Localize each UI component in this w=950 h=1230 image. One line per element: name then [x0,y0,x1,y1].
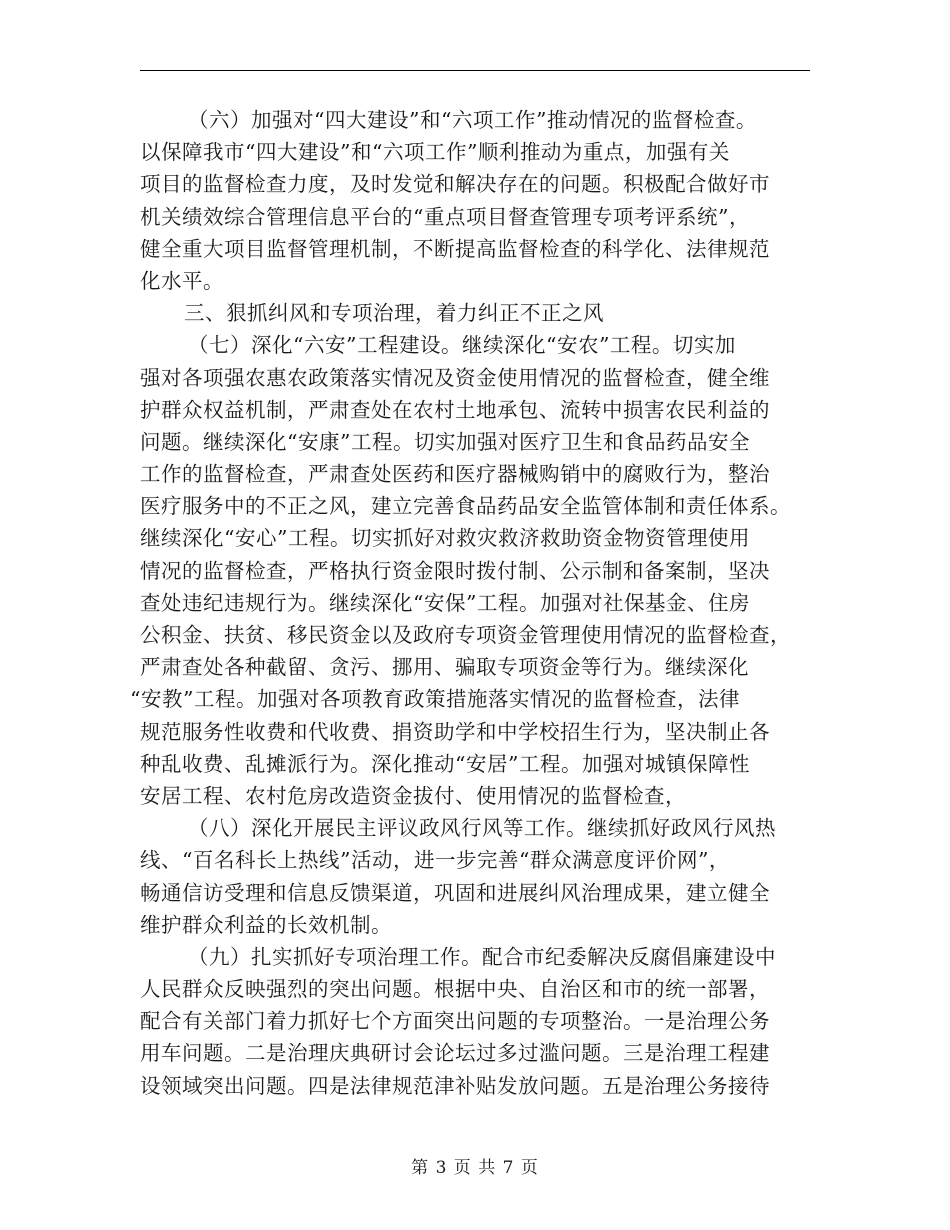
paragraph-line: （七）深化“六安”工程建设。继续深化“安农”工程。切实加 [188,333,736,358]
paragraph-line: 种乱收费、乱摊派行为。深化推动“安居”工程。加强对城镇保障性 [140,751,750,776]
paragraph-line: 严肃查处各种截留、贪污、挪用、骗取专项资金等行为。继续深化 [140,655,749,680]
paragraph-line: 健全重大项目监督管理机制，不断提高监督检查的科学化、法律规范 [140,236,770,261]
paragraph-line: “安教”工程。加强对各项教育政策措施落实情况的监督检查，法律 [130,687,740,712]
paragraph-line: 公积金、扶贫、移民资金以及政府专项资金管理使用情况的监督检查， [140,623,791,647]
paragraph-line: 配合有关部门着力抓好七个方面突出问题的专项整治。一是治理公务 [140,1009,770,1034]
paragraph-line: 医疗服务中的不正之风，建立完善食品药品安全监管体制和责任体系。 [140,494,791,519]
section-heading: 三、狠抓纠风和专项治理，着力纠正不正之风 [184,301,604,326]
paragraph-line: 护群众权益机制，严肃查处在农村土地承包、流转中损害农民利益的 [140,397,770,422]
paragraph-line: （九）扎实抓好专项治理工作。配合市纪委解决反腐倡廉建设中 [188,944,776,969]
paragraph-line: 用车问题。二是治理庆典研讨会论坛过多过滥问题。三是治理工程建 [140,1041,770,1066]
paragraph-line: 线、“百名科长上热线”活动，进一步完善“群众满意度评价网”， [140,848,730,873]
paragraph-line: 机关绩效综合管理信息平台的“重点项目督查管理专项考评系统”， [140,204,750,229]
document-body [130,104,810,1102]
paragraph-line: （六）加强对“四大建设”和“六项工作”推动情况的监督检查。 [188,108,757,132]
paragraph-line: （八）深化开展民主评议政风行风等工作。继续抓好政风行风热 [188,816,776,841]
paragraph-line: 情况的监督检查，严格执行资金限时拨付制、公示制和备案制，坚决 [140,558,770,583]
paragraph-line: 畅通信访受理和信息反馈渠道，巩固和进展纠风治理成果，建立健全 [140,880,770,905]
paragraph-line: 化水平。 [140,268,224,293]
paragraph-line: 维护群众利益的长效机制。 [140,912,392,937]
page-number: 第 3 页 共 7 页 [411,1158,539,1178]
paragraph-line: 查处违纪违规行为。继续深化“安保”工程。加强对社保基金、住房 [140,590,750,615]
paragraph-line: 继续深化“安心”工程。切实抓好对救灾救济救助资金物资管理使用 [140,526,750,551]
paragraph-line: 以保障我市“四大建设”和“六项工作”顺利推动为重点，加强有关 [140,140,730,165]
header-rule [140,70,810,71]
paragraph-line: 设领域突出问题。四是法律规范津补贴发放问题。五是治理公务接待 [140,1073,770,1098]
paragraph-line: 工作的监督检查，严肃查处医药和医疗器械购销中的腐败行为，整治 [140,462,770,487]
paragraph-line: 强对各项强农惠农政策落实情况及资金使用情况的监督检查，健全维 [140,365,770,390]
paragraph-line: 规范服务性收费和代收费、捐资助学和中学校招生行为，坚决制止各 [140,719,770,744]
paragraph-line: 人民群众反映强烈的突出问题。根据中央、自治区和市的统一部署， [140,977,770,1002]
paragraph-line: 安居工程、农村危房改造资金拔付、使用情况的监督检查， [140,783,686,808]
paragraph-line: 问题。继续深化“安康”工程。切实加强对医疗卫生和食品药品安全 [140,429,750,454]
paragraph-line: 项目的监督检查力度，及时发觉和解决存在的问题。积极配合做好市 [140,172,770,197]
